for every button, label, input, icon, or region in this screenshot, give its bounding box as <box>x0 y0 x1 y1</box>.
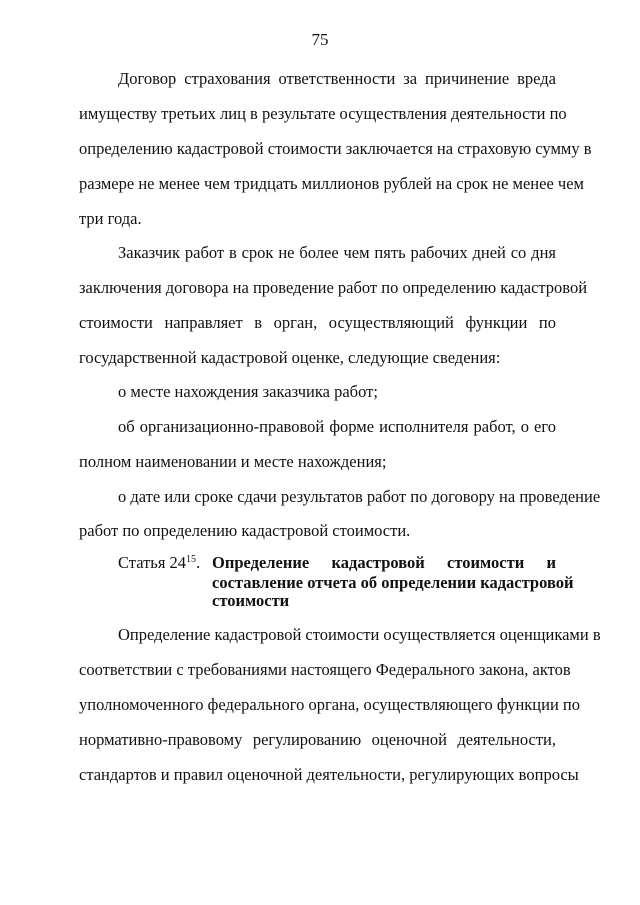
paragraph-3-line-1: о месте нахождения заказчика работ; <box>118 382 378 401</box>
paragraph-2-line-2: заключения договора на проведение работ по определению кадастровой <box>79 278 588 297</box>
paragraph-2-line-1: Заказчик работ в срок не более чем пять рабочих дней со дня <box>118 243 556 262</box>
paragraph-1-line-5: три года. <box>79 209 142 228</box>
article-label-text: Статья 24 <box>118 553 187 572</box>
article-body-line-3: уполномоченного федерального органа, осуществляющего функции по <box>79 695 580 714</box>
article-label-superscript: 15 <box>186 554 197 565</box>
article-label <box>118 553 200 573</box>
paragraph-4-line-2: полном наименовании и месте нахождения; <box>79 452 387 471</box>
paragraph-5-line-1: о дате или сроке сдачи результатов работ по договору на проведение <box>118 487 601 506</box>
paragraph-1-line-2: имуществу третьих лиц в результате осуществления деятельности по <box>79 104 567 123</box>
article-title-line-2: составление отчета об определении кадастровой <box>212 573 574 592</box>
article-body-line-2: соответствии с требованиями настоящего Федерального закона, актов <box>79 660 571 679</box>
paragraph-1-line-3: определению кадастровой стоимости заключается на страховую сумму в <box>79 139 592 158</box>
paragraph-4-line-1: об организационно-правовой форме исполнителя работ, о его <box>118 417 556 436</box>
paragraph-2-line-4: государственной кадастровой оценке, следующие сведения: <box>79 348 501 367</box>
article-title-line-3: стоимости <box>212 591 290 610</box>
article-body-line-4: нормативно-правовому регулированию оценочной деятельности, <box>79 730 556 749</box>
article-body-line-1: Определение кадастровой стоимости осуществляется оценщиками в <box>118 625 601 644</box>
page-number: 75 <box>311 30 329 49</box>
paragraph-5-line-2: работ по определению кадастровой стоимости. <box>79 521 411 540</box>
paragraph-1-line-4: размере не менее чем тридцать миллионов рублей на срок не менее чем <box>79 174 584 193</box>
article-label-suffix: . <box>196 553 201 572</box>
article-title-line-1: Определение кадастровой стоимости и <box>212 553 556 572</box>
article-body-line-5: стандартов и правил оценочной деятельности, регулирующих вопросы <box>79 765 579 784</box>
paragraph-2-line-3: стоимости направляет в орган, осуществляющий функции по <box>79 313 556 332</box>
paragraph-1-line-1: Договор страхования ответственности за причинение вреда <box>118 69 556 88</box>
